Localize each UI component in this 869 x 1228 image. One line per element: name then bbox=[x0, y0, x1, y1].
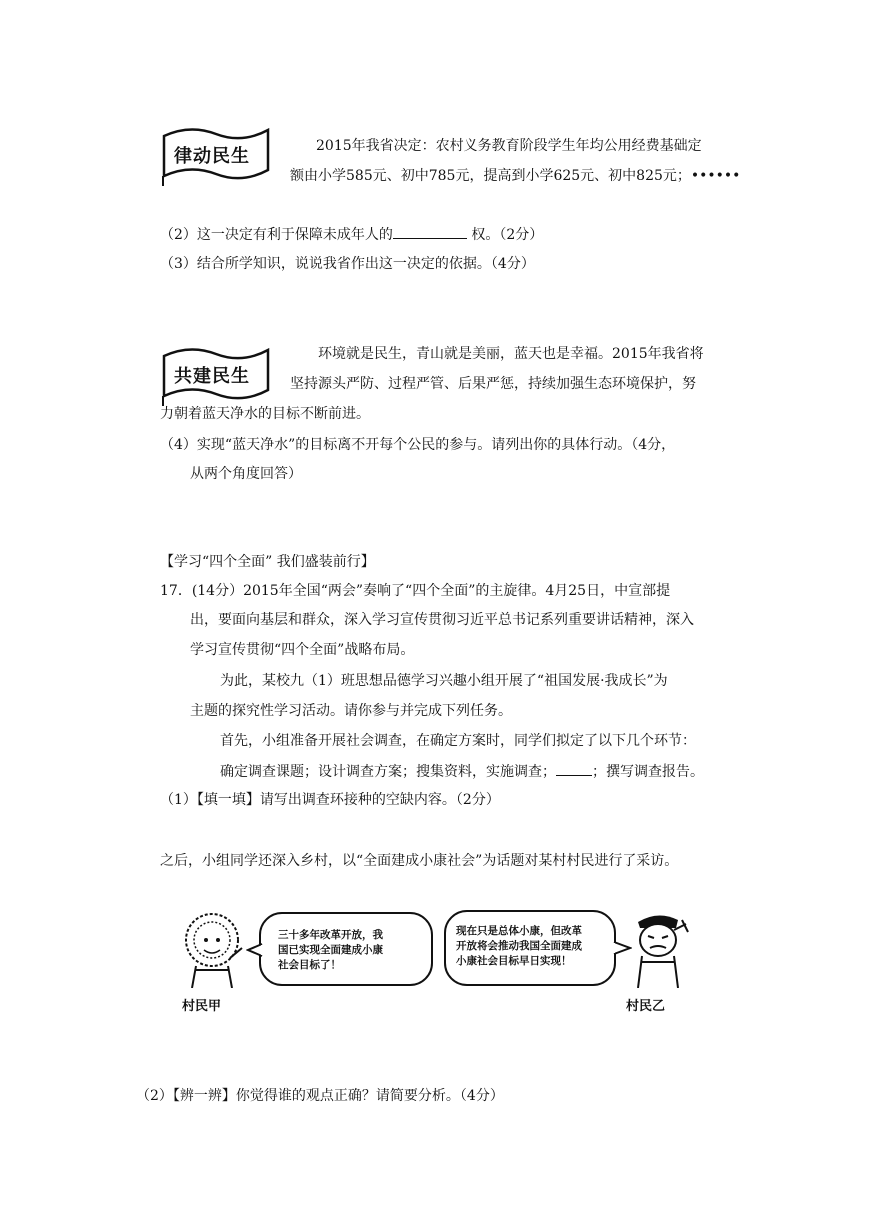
bubble-b-line: 小康社会目标早日实现！ bbox=[456, 955, 572, 967]
bubble-b-line: 现在只是总体小康，但改革 bbox=[456, 925, 582, 937]
section2-line2: 坚持源头严防、过程严管、后果严惩，持续加强生态环境保护，努 bbox=[290, 376, 696, 392]
section2-line1: 环境就是民生，青山就是美丽，蓝天也是幸福。2015年我省将 bbox=[318, 346, 704, 362]
villager-b-caption: 村民乙 bbox=[626, 999, 666, 1014]
question-4-line1: （4）实现“蓝天净水”的目标离不开每个公民的参与。请列出你的具体行动。（4分， bbox=[160, 437, 676, 453]
villager-a-caption: 村民甲 bbox=[182, 999, 222, 1014]
answer-blank[interactable] bbox=[556, 761, 592, 776]
banner-gongjian-minsheng bbox=[160, 346, 272, 406]
q17-line5: 主题的探究性学习活动。请你参与并完成下列任务。 bbox=[190, 703, 512, 719]
question-17-2: （2）【辨一辨】你觉得谁的观点正确？请简要分析。（4分） bbox=[136, 1088, 504, 1104]
section2-line3: 力朝着蓝天净水的目标不断前进。 bbox=[160, 406, 370, 422]
q17-line2: 出，要面向基层和群众，深入学习宣传贯彻习近平总书记系列重要讲话精神，深入 bbox=[190, 612, 694, 628]
question-2-text: （2）这一决定有利于保障未成年人的 bbox=[160, 227, 393, 243]
q17-line4: 为此，某校九（1）班思想品德学习兴趣小组开展了“祖国发展·我成长”为 bbox=[220, 673, 668, 689]
banner-label: 共建民生 bbox=[174, 366, 250, 387]
section-heading: 【学习“四个全面” 我们盛装前行】 bbox=[160, 554, 375, 570]
question-2 bbox=[160, 224, 543, 245]
section1-line1: 2015年我省决定：农村义务教育阶段学生年均公用经费基础定 bbox=[316, 138, 702, 154]
bubble-a-line: 国已实现全面建成小康 bbox=[278, 944, 383, 956]
question-3: （3）结合所学知识，说说我省作出这一决定的依据。（4分） bbox=[160, 256, 535, 272]
q17-line7 bbox=[220, 761, 704, 782]
question-4-line2: 从两个角度回答） bbox=[190, 466, 302, 482]
villager-cartoon bbox=[180, 900, 690, 1025]
q17-line3: 学习宣传贯彻“四个全面”战略布局。 bbox=[190, 642, 415, 658]
villager-b-icon bbox=[628, 906, 690, 988]
bubble-b-text bbox=[456, 924, 582, 969]
interview-intro: 之后，小组同学还深入乡村，以“全面建成小康社会”为话题对某村村民进行了采访。 bbox=[160, 853, 679, 869]
bubble-b-line: 开放将会推动我国全面建成 bbox=[456, 940, 582, 952]
q17-line7-suffix: ；撰写调查报告。 bbox=[592, 764, 704, 780]
bubble-a-line: 社会目标了！ bbox=[278, 959, 341, 971]
bubble-a-text bbox=[278, 928, 383, 973]
q17-line6: 首先，小组准备开展社会调查，在确定方案时，同学们拟定了以下几个环节： bbox=[220, 733, 696, 749]
bubble-a-line: 三十多年改革开放，我 bbox=[278, 929, 383, 941]
banner-lvdong-minsheng bbox=[160, 126, 272, 186]
answer-blank[interactable] bbox=[393, 224, 467, 239]
question-17-1: （1）【填一填】请写出调查环接种的空缺内容。（2分） bbox=[160, 792, 500, 808]
question-2-suffix: 权。（2分） bbox=[466, 227, 544, 243]
section1-line2: 额由小学585元、初中785元，提高到小学625元、初中825元；•••••• bbox=[290, 168, 741, 184]
q17-line1: 17．(14分）2015年全国“两会”奏响了“四个全面”的主旋律。4月25日，中宣部提 bbox=[160, 583, 671, 599]
villager-a-icon bbox=[180, 910, 250, 988]
q17-line7-text: 确定调查课题；设计调查方案；搜集资料，实施调查； bbox=[220, 764, 556, 780]
banner-label: 律动民生 bbox=[174, 146, 250, 167]
